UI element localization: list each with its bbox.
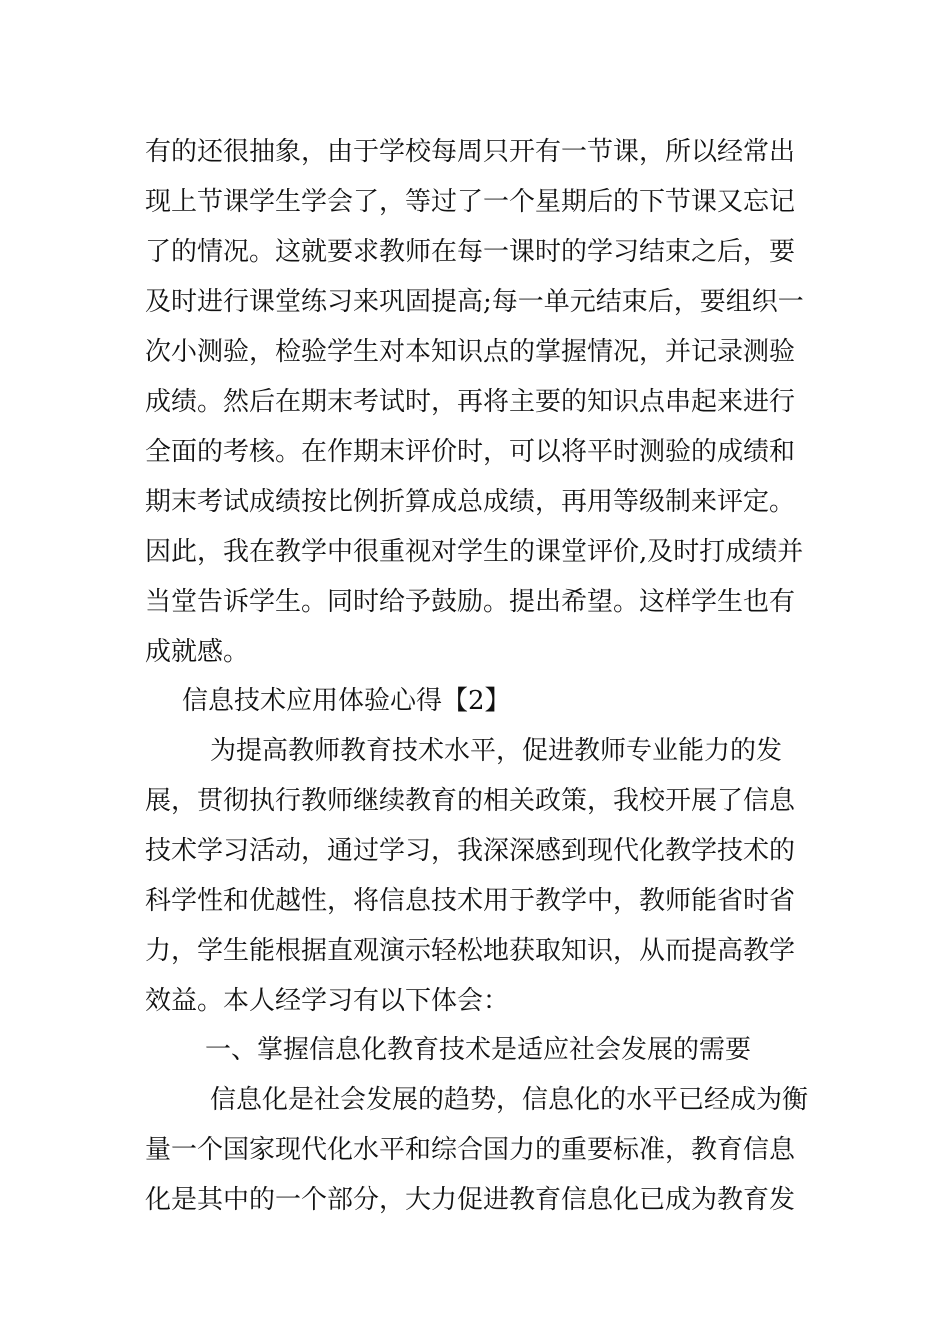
text-line: 量一个国家现代化水平和综合国力的重要标准，教育信息 bbox=[145, 1135, 796, 1165]
subsection-heading: 一、掌握信息化教育技术是适应社会发展的需要 bbox=[205, 1035, 752, 1065]
text-line: 现上节课学生学会了，等过了一个星期后的下节课又忘记 bbox=[145, 187, 796, 217]
text-line: 为提高教师教育技术水平，促进教师专业能力的发 bbox=[210, 736, 783, 766]
text-line: 技术学习活动，通过学习，我深深感到现代化教学技术的 bbox=[145, 836, 796, 866]
text-line: 及时进行课堂练习来巩固提高;每一单元结束后，要组织一 bbox=[145, 287, 804, 317]
text-line: 次小测验，检验学生对本知识点的掌握情况，并记录测验 bbox=[145, 337, 796, 367]
text-line: 展，贯彻执行教师继续教育的相关政策，我校开展了信息 bbox=[145, 786, 796, 816]
text-line: 效益。本人经学习有以下体会： bbox=[145, 986, 510, 1016]
text-line: 信息化是社会发展的趋势，信息化的水平已经成为衡 bbox=[210, 1085, 809, 1115]
text-line: 化是其中的一个部分，大力促进教育信息化已成为教育发 bbox=[145, 1185, 796, 1215]
text-line: 科学性和优越性，将信息技术用于教学中，教师能省时省 bbox=[145, 886, 796, 916]
text-line: 全面的考核。在作期末评价时，可以将平时测验的成绩和 bbox=[145, 437, 796, 467]
text-line: 成就感。 bbox=[145, 637, 250, 667]
text-line: 因此，我在教学中很重视对学生的课堂评价,及时打成绩并 bbox=[145, 537, 804, 567]
text-line: 有的还很抽象，由于学校每周只开有一节课，所以经常出 bbox=[145, 137, 796, 167]
text-line: 力，学生能根据直观演示轻松地获取知识，从而提高教学 bbox=[145, 936, 796, 966]
text-line: 当堂告诉学生。同时给予鼓励。提出希望。这样学生也有 bbox=[145, 587, 796, 617]
section-heading: 信息技术应用体验心得【2】 bbox=[182, 686, 511, 716]
text-line: 了的情况。这就要求教师在每一课时的学习结束之后，要 bbox=[145, 237, 796, 267]
text-line: 成绩。然后在期末考试时，再将主要的知识点串起来进行 bbox=[145, 387, 796, 417]
text-line: 期末考试成绩按比例折算成总成绩，再用等级制来评定。 bbox=[145, 487, 796, 517]
